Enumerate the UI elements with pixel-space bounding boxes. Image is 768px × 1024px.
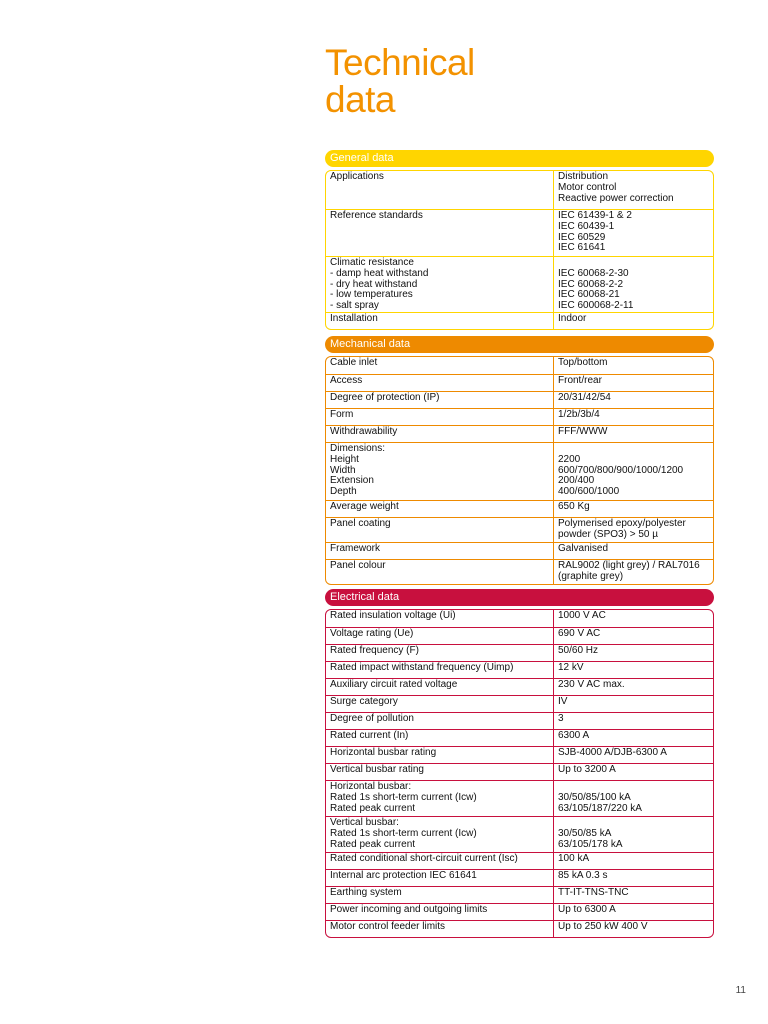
cell-line: IEC 61641 — [558, 242, 606, 254]
row-value — [554, 764, 713, 780]
row-value — [554, 313, 713, 329]
cell-line: 63/105/187/220 kA — [558, 802, 642, 814]
cell-line: Internal arc protection IEC 61641 — [330, 870, 477, 881]
row-label — [326, 375, 554, 391]
row-label — [326, 887, 554, 903]
row-label — [326, 781, 554, 816]
cell-line: Access — [330, 375, 363, 386]
row-label — [326, 730, 554, 746]
electrical-data-table — [325, 609, 714, 938]
row-value — [554, 210, 713, 256]
row-value — [554, 357, 713, 374]
cell-line: Distribution — [558, 171, 609, 182]
cell-line: Panel coating — [330, 518, 391, 529]
page-number: 11 — [735, 985, 746, 996]
table-row — [326, 729, 713, 746]
row-label — [326, 443, 554, 500]
cell-line: Reference standards — [330, 210, 423, 221]
row-label — [326, 696, 554, 712]
cell-line: 690 V AC — [558, 628, 601, 639]
cell-line: 400/600/1000 — [558, 486, 620, 498]
cell-line: IEC 60439-1 — [558, 220, 615, 232]
table-row — [326, 374, 713, 391]
cell-line: Rated conditional short-circuit current (Isc) — [330, 853, 518, 864]
cell-line: Motor control feeder limits — [330, 921, 446, 932]
row-value — [554, 443, 713, 500]
cell-line: Climatic resistance — [330, 257, 414, 268]
table-row — [326, 542, 713, 559]
row-value — [554, 543, 713, 559]
row-label — [326, 501, 554, 517]
cell-line: 63/105/178 kA — [558, 838, 623, 850]
cell-line — [558, 444, 709, 455]
row-value — [554, 747, 713, 763]
row-label — [326, 543, 554, 559]
table-row — [326, 171, 713, 209]
mechanical-data-section — [325, 336, 714, 585]
cell-line: Average weight — [330, 501, 399, 512]
cell-line: 20/31/42/54 — [558, 392, 611, 403]
row-label — [326, 313, 554, 329]
row-label — [326, 409, 554, 425]
cell-line: Width — [330, 464, 356, 476]
row-label — [326, 817, 554, 852]
cell-line: Extension — [330, 475, 374, 487]
row-label — [326, 518, 554, 542]
page-title — [325, 44, 475, 118]
cell-line: Reactive power correction — [558, 192, 674, 204]
cell-line: Horizontal busbar rating — [330, 747, 437, 758]
cell-line: RAL9002 (light grey) / RAL7016 — [558, 560, 700, 571]
row-value — [554, 375, 713, 391]
row-label — [326, 426, 554, 442]
cell-line: Front/rear — [558, 375, 602, 386]
table-row — [326, 920, 713, 937]
row-label — [326, 764, 554, 780]
cell-line: 12 kV — [558, 662, 584, 673]
row-value — [554, 662, 713, 678]
cell-line: TT-IT-TNS-TNC — [558, 887, 629, 898]
table-row — [326, 559, 713, 584]
table-row — [326, 312, 713, 329]
cell-line: IEC 60068-21 — [558, 289, 620, 301]
cell-line: - low temperatures — [330, 289, 413, 301]
cell-line: Depth — [330, 486, 357, 498]
table-row — [326, 627, 713, 644]
cell-line: 6300 A — [558, 730, 590, 741]
cell-line: 650 Kg — [558, 501, 590, 512]
cell-line: 230 V AC max. — [558, 679, 625, 690]
mechanical-data-header: Mechanical data — [325, 336, 714, 353]
cell-line: - dry heat withstand — [330, 278, 418, 290]
cell-line: Installation — [330, 313, 378, 324]
table-row — [326, 644, 713, 661]
row-label — [326, 628, 554, 644]
table-row — [326, 209, 713, 256]
table-row — [326, 678, 713, 695]
row-value — [554, 501, 713, 517]
cell-line: Height — [330, 453, 359, 465]
row-value — [554, 392, 713, 408]
table-row — [326, 763, 713, 780]
table-row — [326, 816, 713, 852]
cell-line: Rated insulation voltage (Ui) — [330, 610, 456, 621]
mechanical-data-table — [325, 356, 714, 585]
cell-line: Galvanised — [558, 543, 609, 554]
cell-line: Form — [330, 409, 354, 420]
table-row — [326, 886, 713, 903]
general-data-header: General data — [325, 150, 714, 167]
row-label — [326, 257, 554, 312]
row-value — [554, 730, 713, 746]
cell-line: IEC 61439-1 & 2 — [558, 210, 632, 221]
table-row — [326, 852, 713, 869]
row-label — [326, 921, 554, 937]
table-row — [326, 391, 713, 408]
cell-line: 600/700/800/900/1000/1200 — [558, 464, 684, 476]
table-row — [326, 695, 713, 712]
row-value — [554, 781, 713, 816]
cell-line: Cable inlet — [330, 357, 378, 368]
row-label — [326, 210, 554, 256]
cell-line: Panel colour — [330, 560, 386, 571]
electrical-data-header: Electrical data — [325, 589, 714, 606]
cell-line: Dimensions: — [330, 443, 386, 454]
cell-line: IEC 600068-2-11 — [558, 300, 634, 312]
cell-line: (graphite grey) — [558, 570, 624, 582]
cell-line: - damp heat withstand — [330, 267, 429, 279]
table-row — [326, 517, 713, 542]
cell-line: Up to 3200 A — [558, 764, 616, 775]
row-value — [554, 696, 713, 712]
table-row — [326, 712, 713, 729]
title-line-2: data — [325, 79, 396, 120]
cell-line: 1000 V AC — [558, 610, 606, 621]
cell-line: Framework — [330, 543, 381, 554]
row-value — [554, 817, 713, 852]
row-label — [326, 713, 554, 729]
row-label — [326, 679, 554, 695]
cell-line: Rated 1s short-term current (Icw) — [330, 827, 477, 839]
table-row — [326, 610, 713, 627]
cell-line: Power incoming and outgoing limits — [330, 904, 488, 915]
table-row — [326, 408, 713, 425]
row-label — [326, 560, 554, 584]
row-label — [326, 662, 554, 678]
table-row — [326, 357, 713, 374]
cell-line: Earthing system — [330, 887, 402, 898]
row-value — [554, 870, 713, 886]
cell-line: Rated 1s short-term current (Icw) — [330, 791, 477, 803]
cell-line: FFF/WWW — [558, 426, 608, 437]
cell-line: 30/50/85/100 kA — [558, 791, 631, 803]
cell-line: 1/2b/3b/4 — [558, 409, 600, 420]
general-data-table — [325, 170, 714, 330]
row-value — [554, 560, 713, 584]
table-row — [326, 256, 713, 312]
cell-line: Surge category — [330, 696, 398, 707]
cell-line: IEC 60068-2-2 — [558, 278, 624, 290]
row-label — [326, 853, 554, 869]
table-row — [326, 425, 713, 442]
row-label — [326, 904, 554, 920]
cell-line: Withdrawability — [330, 426, 398, 437]
table-row — [326, 903, 713, 920]
title-line-1: Technical — [325, 42, 475, 83]
row-label — [326, 870, 554, 886]
cell-line: Up to 6300 A — [558, 904, 616, 915]
cell-line: 30/50/85 kA — [558, 827, 612, 839]
cell-line: Degree of pollution — [330, 713, 414, 724]
cell-line: Applications — [330, 171, 384, 182]
cell-line: Vertical busbar rating — [330, 764, 424, 775]
cell-line: Auxiliary circuit rated voltage — [330, 679, 458, 690]
cell-line: Rated peak current — [330, 838, 416, 850]
cell-line: - salt spray — [330, 300, 379, 312]
table-row — [326, 746, 713, 763]
row-label — [326, 357, 554, 374]
row-value — [554, 409, 713, 425]
cell-line: Rated current (In) — [330, 730, 409, 741]
row-value — [554, 610, 713, 627]
cell-line: Rated frequency (F) — [330, 645, 419, 656]
row-value — [554, 645, 713, 661]
row-value — [554, 904, 713, 920]
cell-line: Degree of protection (IP) — [330, 392, 440, 403]
row-label — [326, 392, 554, 408]
table-row — [326, 661, 713, 678]
cell-line: Horizontal busbar: — [330, 781, 412, 792]
cell-line: 100 kA — [558, 853, 590, 864]
row-value — [554, 518, 713, 542]
general-data-section — [325, 150, 714, 330]
cell-line: Vertical busbar: — [330, 817, 399, 828]
row-value — [554, 171, 713, 209]
row-value — [554, 257, 713, 312]
row-value — [554, 921, 713, 937]
cell-line: Rated impact withstand frequency (Uimp) — [330, 662, 514, 673]
cell-line: powder (SPO3) > 50 µ — [558, 528, 658, 540]
cell-line: 200/400 — [558, 475, 595, 487]
cell-line: Polymerised epoxy/polyester — [558, 518, 686, 529]
table-row — [326, 500, 713, 517]
row-value — [554, 713, 713, 729]
cell-line: 2200 — [558, 453, 581, 465]
row-label — [326, 747, 554, 763]
table-row — [326, 869, 713, 886]
row-value — [554, 628, 713, 644]
row-value — [554, 887, 713, 903]
cell-line: Up to 250 kW 400 V — [558, 921, 648, 932]
table-row — [326, 442, 713, 500]
row-value — [554, 853, 713, 869]
row-value — [554, 679, 713, 695]
cell-line: SJB-4000 A/DJB-6300 A — [558, 747, 667, 758]
row-label — [326, 171, 554, 209]
electrical-data-section — [325, 589, 714, 938]
row-label — [326, 610, 554, 627]
cell-line: Voltage rating (Ue) — [330, 628, 414, 639]
row-value — [554, 426, 713, 442]
cell-line: 50/60 Hz — [558, 645, 599, 656]
cell-line: IEC 60529 — [558, 231, 606, 243]
cell-line: Motor control — [558, 181, 617, 193]
cell-line: 3 — [558, 713, 564, 724]
cell-line: 85 kA 0.3 s — [558, 870, 608, 881]
cell-line: Rated peak current — [330, 802, 416, 814]
cell-line: Indoor — [558, 313, 587, 324]
cell-line: IEC 60068-2-30 — [558, 267, 629, 279]
cell-line: Top/bottom — [558, 357, 608, 368]
row-label — [326, 645, 554, 661]
cell-line: IV — [558, 696, 568, 707]
table-row — [326, 780, 713, 816]
